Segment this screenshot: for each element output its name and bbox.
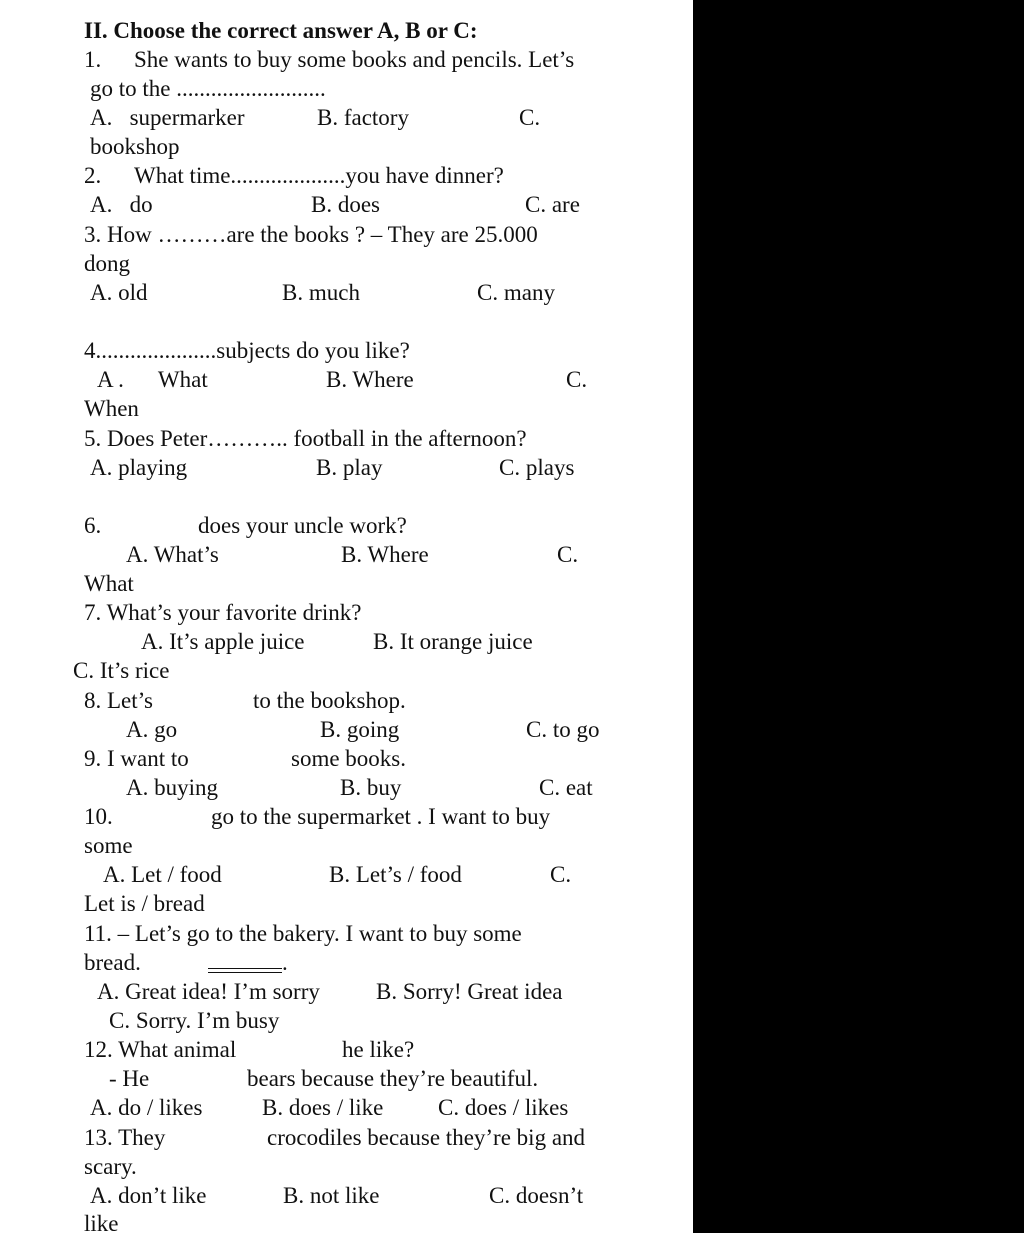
- q1-option-a: A. supermarker: [90, 105, 245, 130]
- q6-option-c: C.: [557, 542, 579, 567]
- section-heading: II. Choose the correct answer A, B or C:: [84, 18, 478, 43]
- q7-line: 7. What’s your favorite drink?: [84, 600, 362, 625]
- q9-line-end: some books.: [291, 746, 406, 771]
- q1-number: 1.: [84, 47, 102, 72]
- q7-option-a: A. It’s apple juice: [141, 629, 305, 654]
- q13-option-b: B. not like: [283, 1183, 380, 1208]
- q13-option-a: A. don’t like: [90, 1183, 207, 1208]
- q4-option-c-cont: When: [84, 396, 139, 421]
- q11-option-c: C. Sorry. I’m busy: [109, 1008, 280, 1033]
- q10-number: 10.: [84, 804, 113, 829]
- q1-option-c-cont: bookshop: [90, 134, 180, 159]
- q10-line: go to the supermarket . I want to buy: [211, 804, 551, 829]
- q8-line-start: 8. Let’s: [84, 688, 153, 713]
- q6-option-b: B. Where: [341, 542, 429, 567]
- q8-option-b: B. going: [320, 717, 400, 742]
- q13-option-c: C. doesn’t: [489, 1183, 584, 1208]
- q9-option-c: C. eat: [539, 775, 593, 800]
- q1-line2: go to the ..........................: [90, 76, 326, 101]
- q1-option-c: C.: [519, 105, 541, 130]
- q2-option-b: B. does: [311, 192, 380, 217]
- q6-line: does your uncle work?: [198, 513, 407, 538]
- q12-option-c: C. does / likes: [438, 1095, 569, 1120]
- q4-option-c: C.: [566, 367, 588, 392]
- q1-line1: She wants to buy some books and pencils. Let’s: [134, 47, 575, 72]
- q4-option-a: A . What: [97, 367, 208, 392]
- q13-option-c-cont: like: [84, 1211, 119, 1236]
- q10-line2: some: [84, 833, 133, 858]
- q10-option-b: B. Let’s / food: [329, 862, 462, 887]
- q4-line: 4.....................subjects do you like?: [84, 338, 410, 363]
- q11-line2: bread.: [84, 950, 141, 975]
- q12-line-start: 12. What animal: [84, 1037, 237, 1062]
- q12-option-a: A. do / likes: [90, 1095, 203, 1120]
- q3-option-b: B. much: [282, 280, 360, 305]
- q3-line1: 3. How ………are the books ? – They are 25.000: [84, 222, 538, 247]
- q6-number: 6.: [84, 513, 102, 538]
- q10-option-c: C.: [550, 862, 572, 887]
- q2-option-c: C. are: [525, 192, 580, 217]
- q12-answer-start: - He: [109, 1066, 150, 1091]
- q11-option-b: B. Sorry! Great idea: [376, 979, 563, 1004]
- q10-option-a: A. Let / food: [103, 862, 222, 887]
- q6-option-a: A. What’s: [126, 542, 219, 567]
- q4-option-b: B. Where: [326, 367, 414, 392]
- q12-answer-end: bears because they’re beautiful.: [247, 1066, 539, 1091]
- q12-option-b: B. does / like: [262, 1095, 384, 1120]
- q8-option-c: C. to go: [526, 717, 600, 742]
- q13-line-end: crocodiles because they’re big and: [267, 1125, 586, 1150]
- q11-option-a: A. Great idea! I’m sorry: [97, 979, 320, 1004]
- q5-option-a: A. playing: [90, 455, 188, 480]
- q3-line2: dong: [84, 251, 130, 276]
- q1-option-b: B. factory: [317, 105, 409, 130]
- q13-line-start: 13. They: [84, 1125, 166, 1150]
- q12-line-end: he like?: [342, 1037, 415, 1062]
- q11-blank-period: .: [282, 950, 288, 975]
- q6-option-c-cont: What: [84, 571, 134, 596]
- q2-number: 2.: [84, 163, 102, 188]
- q10-option-c-cont: Let is / bread: [84, 891, 205, 916]
- black-side-panel: [693, 0, 1024, 1233]
- q13-line2: scary.: [84, 1154, 137, 1179]
- q5-option-c: C. plays: [499, 455, 575, 480]
- q8-option-a: A. go: [126, 717, 178, 742]
- q9-option-b: B. buy: [340, 775, 402, 800]
- q2-option-a: A. do: [90, 192, 153, 217]
- q8-line-end: to the bookshop.: [253, 688, 406, 713]
- q7-option-b: B. It orange juice: [373, 629, 533, 654]
- q9-option-a: A. buying: [126, 775, 218, 800]
- q5-option-b: B. play: [316, 455, 383, 480]
- q5-line: 5. Does Peter……….. football in the afternoon?: [84, 426, 527, 451]
- q7-option-c: C. It’s rice: [73, 658, 170, 683]
- q2-line: What time....................you have dinner?: [134, 163, 504, 188]
- q9-line-start: 9. I want to: [84, 746, 189, 771]
- q3-option-a: A. old: [90, 280, 148, 305]
- q11-answer-blank: [208, 968, 282, 973]
- q11-line1: 11. – Let’s go to the bakery. I want to buy some: [84, 921, 522, 946]
- q3-option-c: C. many: [477, 280, 555, 305]
